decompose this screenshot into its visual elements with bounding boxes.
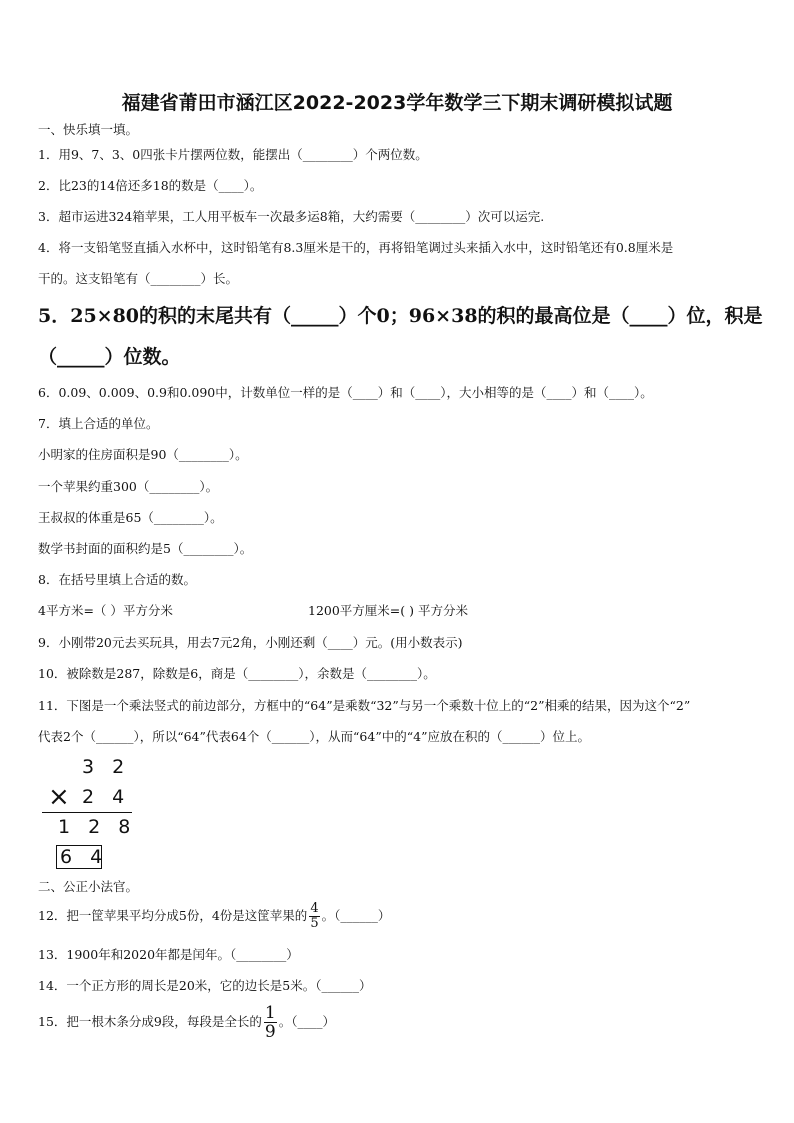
question-15 <box>38 1004 335 1041</box>
question-11-line-1: 11．下图是一个乘法竖式的前边部分，方框中的“64”是乘数“32”与另一个乘数十位上的“2”相乘的结果，因为这个“2” <box>38 698 691 713</box>
question-14: 14．一个正方形的周长是20米，它的边长是5米。（______） <box>38 978 372 993</box>
partial-product-2: 6 4 <box>60 846 109 868</box>
question-8b: 1200平方厘米=( ) 平方分米 <box>308 603 468 618</box>
multiplication-diagram <box>36 756 146 874</box>
partial-product-1: 1 2 8 <box>58 816 137 838</box>
question-5-line-2: （_____）位数。 <box>38 346 181 368</box>
fraction-one-ninth <box>264 1004 277 1041</box>
question-9: 9．小刚带20元去买玩具，用去7元2角，小刚还剩（____）元。(用小数表示) <box>38 635 463 650</box>
question-10: 10．被除数是287，除数是6，商是（________），余数是（________）。 <box>38 666 436 681</box>
question-15-answer: 。（____） <box>278 1014 335 1029</box>
question-12 <box>38 902 390 931</box>
question-8a: 4平方米=（ ）平方分米 <box>38 603 173 618</box>
question-1: 1．用9、7、3、0四张卡片摆两位数，能摆出（________）个两位数。 <box>38 147 428 162</box>
question-12-text: 12．把一筐苹果平均分成5份，4份是这筐苹果的 <box>38 908 308 923</box>
page-title: 福建省莆田市涵江区2022-2023学年数学三下期末调研模拟试题 <box>121 92 673 114</box>
question-4-line-1: 4．将一支铅笔竖直插入水杯中，这时铅笔有8.3厘米是干的，再将铅笔调过头来插入水中，这时铅笔还有0.8厘米是 <box>38 240 674 255</box>
question-7: 7．填上合适的单位。 <box>38 416 159 431</box>
section-heading-fill: 一、快乐填一填。 <box>38 122 139 137</box>
fraction-four-fifths <box>309 902 319 931</box>
sum-line <box>42 812 132 813</box>
question-12-answer: 。（______） <box>321 908 391 923</box>
times-sign: × <box>48 782 70 812</box>
fraction-denominator: 5 <box>310 916 319 931</box>
section-heading-judge: 二、公正小法官。 <box>38 879 139 894</box>
question-6: 6．0.09、0.009、0.9和0.090中，计数单位一样的是（____）和（____），大小相等的是（____）和（____）。 <box>38 385 653 400</box>
question-2: 2．比23的14倍还多18的数是（____）。 <box>38 178 263 193</box>
fraction-numerator: 4 <box>310 901 319 916</box>
question-13: 13．1900年和2020年都是闰年。（________） <box>38 947 299 962</box>
multiplicand: 3 2 <box>82 756 131 778</box>
question-4-line-2: 干的。这支铅笔有（________）长。 <box>38 271 239 286</box>
question-8: 8．在括号里填上合适的数。 <box>38 572 196 587</box>
question-7c: 王叔叔的体重是65（________）。 <box>38 510 223 525</box>
question-7d: 数学书封面的面积约是5（________）。 <box>38 541 253 556</box>
question-5-line-1: 5．25×80的积的末尾共有（_____）个0；96×38的积的最高位是（____）位，积是 <box>38 305 763 327</box>
question-15-text: 15．把一根木条分成9段，每段是全长的 <box>38 1014 262 1029</box>
fraction-numerator: 1 <box>264 1003 276 1023</box>
question-3: 3．超市运进324箱苹果，工人用平板车一次最多运8箱，大约需要（________）次可以运完. <box>38 209 545 224</box>
multiplier: 2 4 <box>82 786 131 808</box>
question-11-line-2: 代表2个（______），所以“64”代表64个（______），从而“64”中的“4”应放在积的（______）位上。 <box>38 729 590 744</box>
fraction-denominator: 9 <box>264 1022 276 1042</box>
question-7b: 一个苹果约重300（________）。 <box>38 479 219 494</box>
question-7a: 小明家的住房面积是90（________）。 <box>38 447 248 462</box>
